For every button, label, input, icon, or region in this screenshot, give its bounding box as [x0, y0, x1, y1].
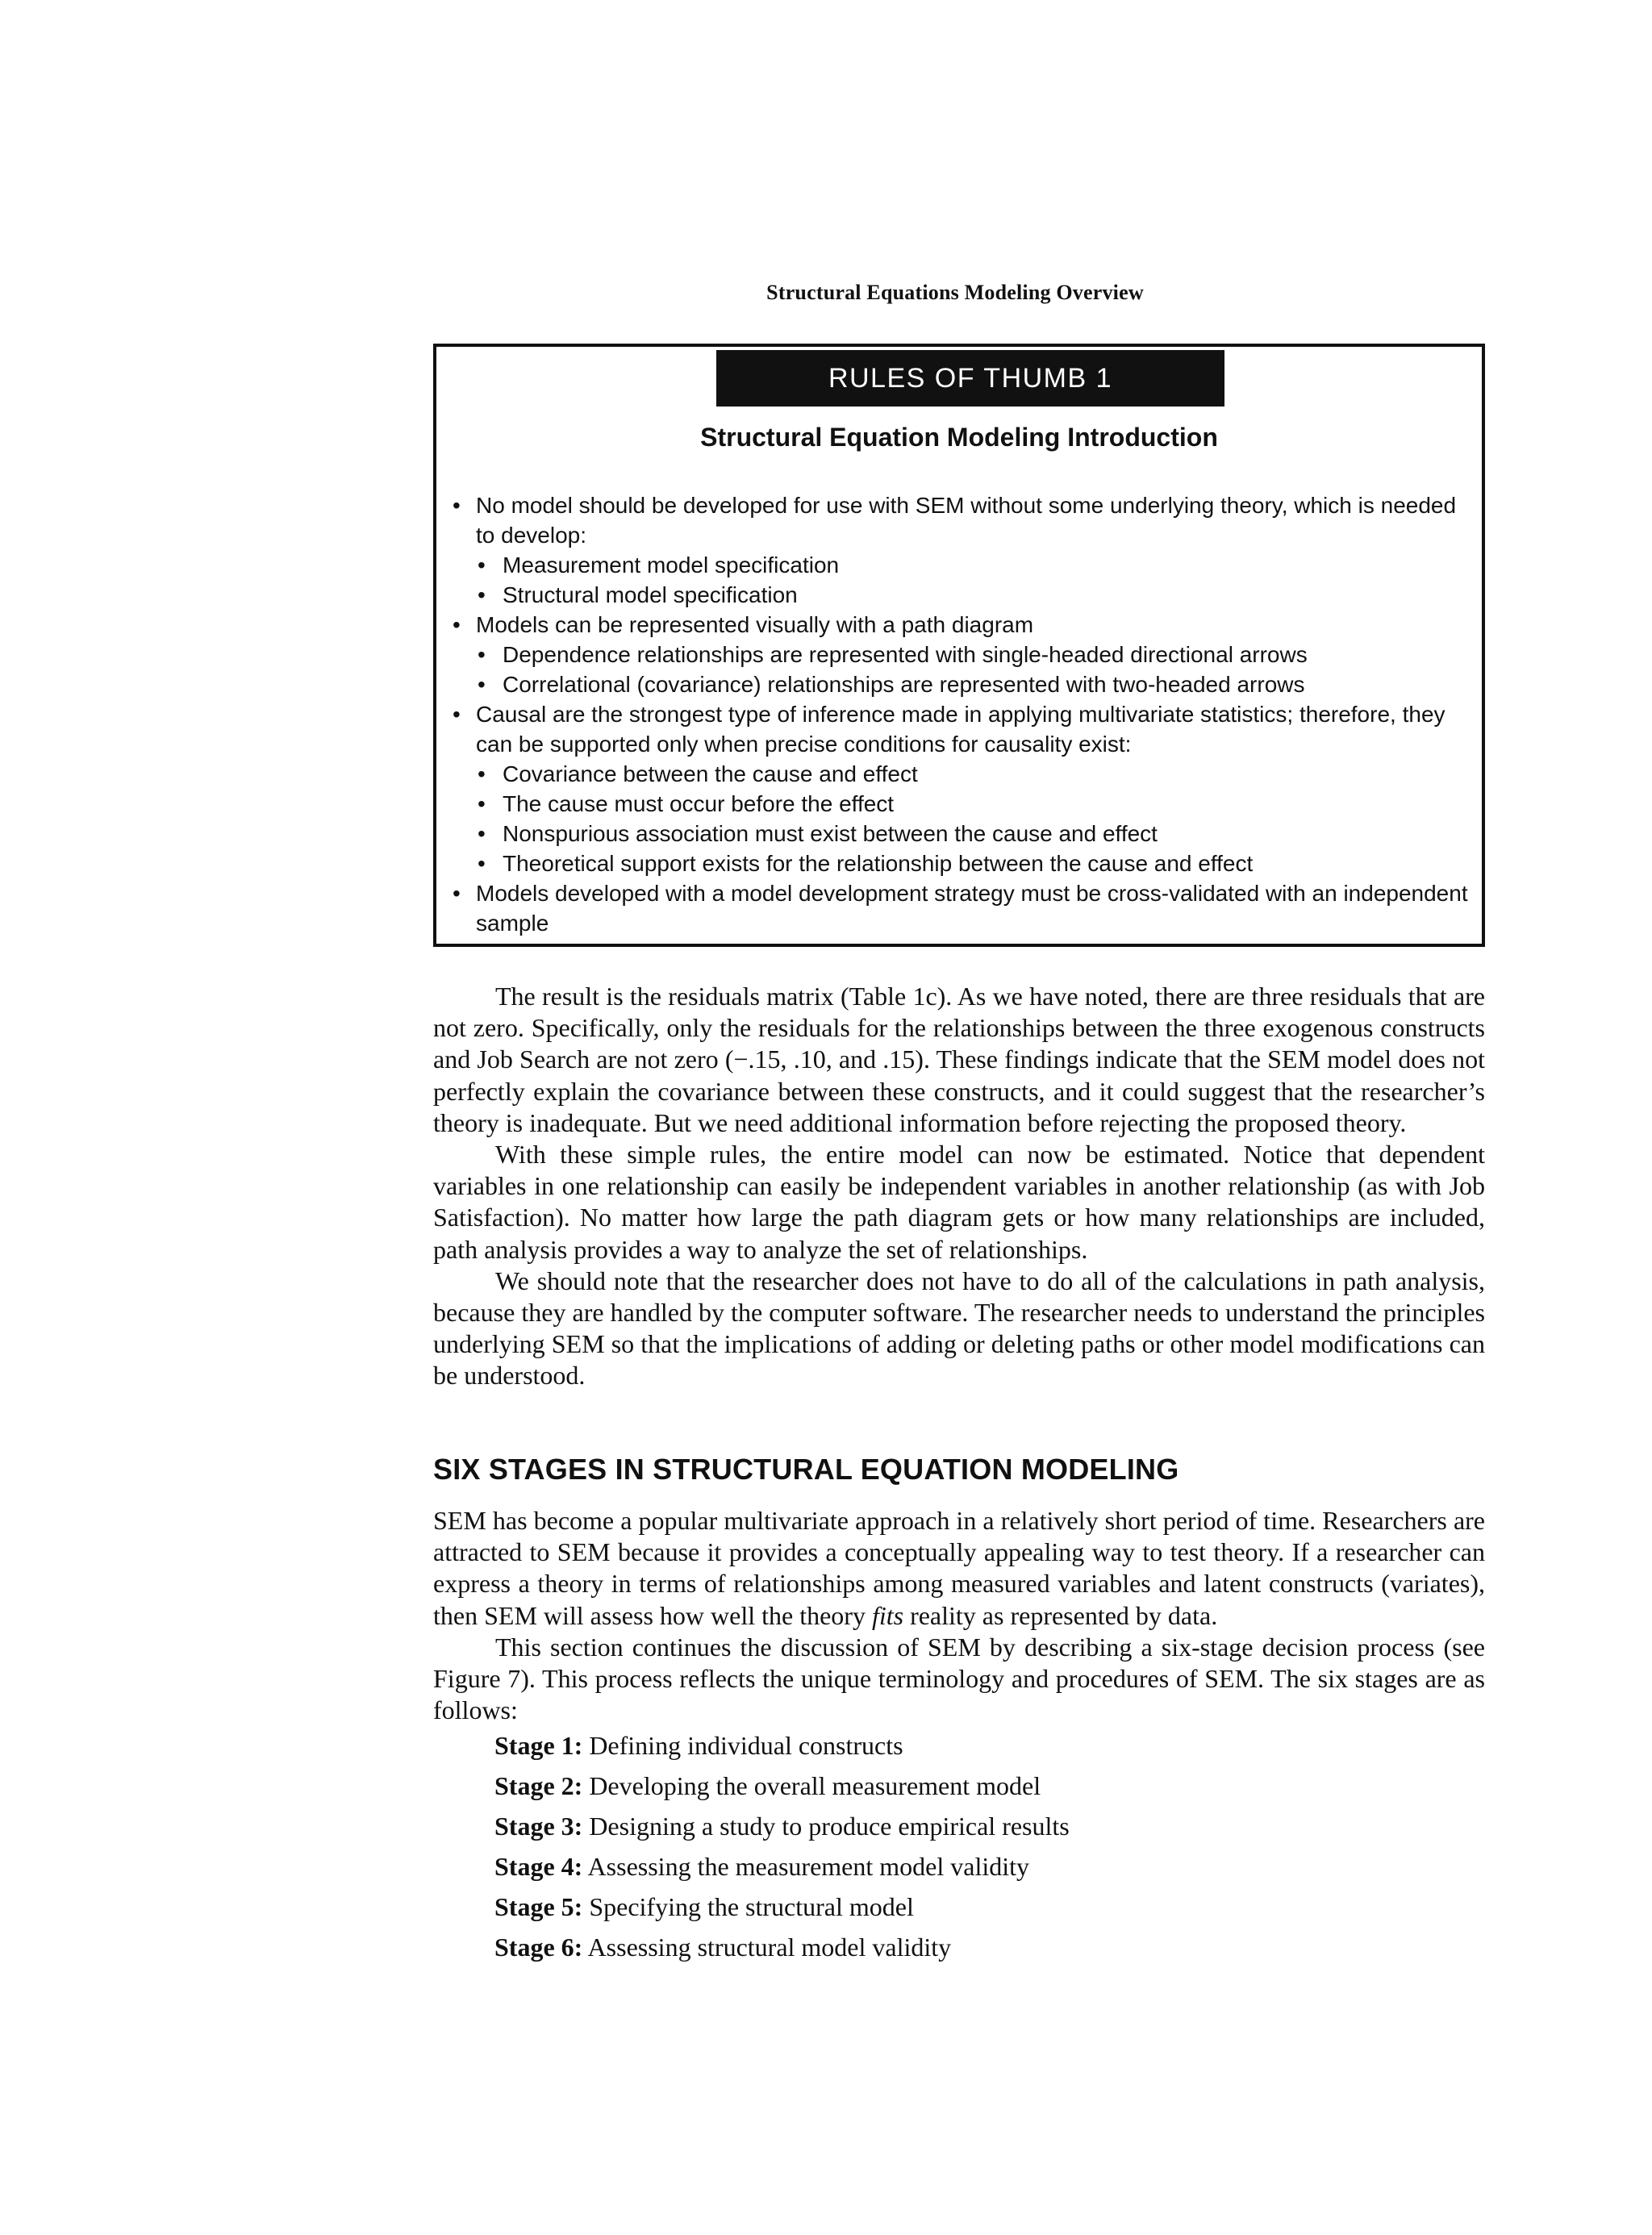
stage-item [494, 1846, 1070, 1887]
rule-item [451, 878, 1469, 938]
paragraph: The result is the residuals matrix (Table 1c). As we have noted, there are three residuals that are not zero. Specifically, only the residuals for the relationships between the three exogenous constructs and Job Search are not zero (−.15, .10, and .15). These findings indicate that the SEM model does not perfectly explain the covariance between these constructs, and it could suggest that the researcher’s theory is inadequate. But we need additional information before rejecting the proposed theory. [433, 982, 1485, 1137]
stage-text: Designing a study to produce empirical results [589, 1812, 1070, 1841]
stage-label: Stage 1: [494, 1731, 583, 1760]
rule-subitem: • Measurement model specification [476, 550, 1469, 580]
rule-text: Models developed with a model development strategy must be cross-validated with an independent sample [476, 881, 1468, 936]
rule-text: Models can be represented visually with a path diagram [476, 612, 1034, 637]
stage-label: Stage 2: [494, 1771, 583, 1800]
stage-text: Assessing structural model validity [587, 1933, 952, 1962]
rule-subitem: • Covariance between the cause and effect [476, 759, 1469, 789]
paragraph: We should note that the researcher does not have to do all of the calculations in path analysis, because they are handled by the computer software. The researcher needs to understand the principles underlying SEM so that the implications of adding or deleting paths or other model modifications can be understood. [433, 1266, 1485, 1391]
stage-item [494, 1887, 1070, 1927]
section-heading: SIX STAGES IN STRUCTURAL EQUATION MODELING [433, 1453, 1179, 1486]
rule-subitems [476, 759, 1469, 878]
body-text-block-1 [433, 981, 1485, 1392]
stage-item [494, 1725, 1070, 1766]
paragraph: With these simple rules, the entire model can now be estimated. Notice that dependent variables in one relationship can easily be independent variables in another relationship (as with Job Satisfaction). No matter how large the path diagram gets or how many relationships are included, path analysis provides a way to analyze the set of relationships. [433, 1140, 1485, 1264]
rules-of-thumb-box [433, 344, 1485, 947]
rule-text: No model should be developed for use with SEM without some underlying theory, which is needed to develop: [476, 493, 1457, 548]
stage-label: Stage 3: [494, 1812, 583, 1841]
stage-text: Defining individual constructs [589, 1731, 903, 1760]
emphasis-text: fits [871, 1600, 904, 1630]
rule-subitem: • Correlational (covariance) relationships are represented with two-headed arrows [476, 669, 1469, 699]
rule-item [451, 699, 1469, 878]
rule-subitem: • Dependence relationships are represented with single-headed directional arrows [476, 640, 1469, 669]
stage-item [494, 1806, 1070, 1846]
rules-subtitle: Structural Equation Modeling Introduction [700, 423, 1218, 452]
paragraph: This section continues the discussion of SEM by describing a six-stage decision process (see Figure 7). This process reflects the unique terminology and procedures of SEM. The six stages are as follows: [433, 1632, 1485, 1725]
running-head: Structural Equations Modeling Overview [766, 281, 1144, 304]
rule-subitem: • Theoretical support exists for the relationship between the cause and effect [476, 849, 1469, 878]
paragraph-text: SEM has become a popular multivariate approach in a relatively short period of time. Researchers are attracted to SEM because it provides a conceptually appealing way to test theory. If a researcher can express a theory in terms of relationships among measured variables and latent constructs (variates), then SEM will assess how well the theory [433, 1506, 1485, 1630]
rule-subitems [476, 640, 1469, 699]
rule-text: Causal are the strongest type of inference made in applying multivariate statistics; therefore, they can be supported only when precise conditions for causality exist: [476, 702, 1446, 757]
stage-item [494, 1766, 1070, 1806]
paragraph [433, 1505, 1485, 1632]
rule-subitem: • The cause must occur before the effect [476, 789, 1469, 819]
rules-banner: RULES OF THUMB 1 [716, 350, 1224, 407]
stage-text: Specifying the structural model [589, 1892, 914, 1921]
rule-item [451, 610, 1469, 699]
rule-subitem: • Structural model specification [476, 580, 1469, 610]
rule-item [451, 490, 1469, 610]
stage-label: Stage 5: [494, 1892, 583, 1921]
paragraph-text: reality as represented by data. [903, 1600, 1218, 1630]
stage-text: Developing the overall measurement model [589, 1771, 1041, 1800]
body-text-block-2 [433, 1505, 1485, 1726]
stage-text: Assessing the measurement model validity [587, 1852, 1029, 1881]
rules-list [451, 490, 1469, 938]
stage-item [494, 1927, 1070, 1967]
stages-list [494, 1725, 1070, 1967]
rule-subitem: • Nonspurious association must exist between the cause and effect [476, 819, 1469, 849]
stage-label: Stage 4: [494, 1852, 583, 1881]
rule-subitems [476, 550, 1469, 610]
stage-label: Stage 6: [494, 1933, 583, 1962]
